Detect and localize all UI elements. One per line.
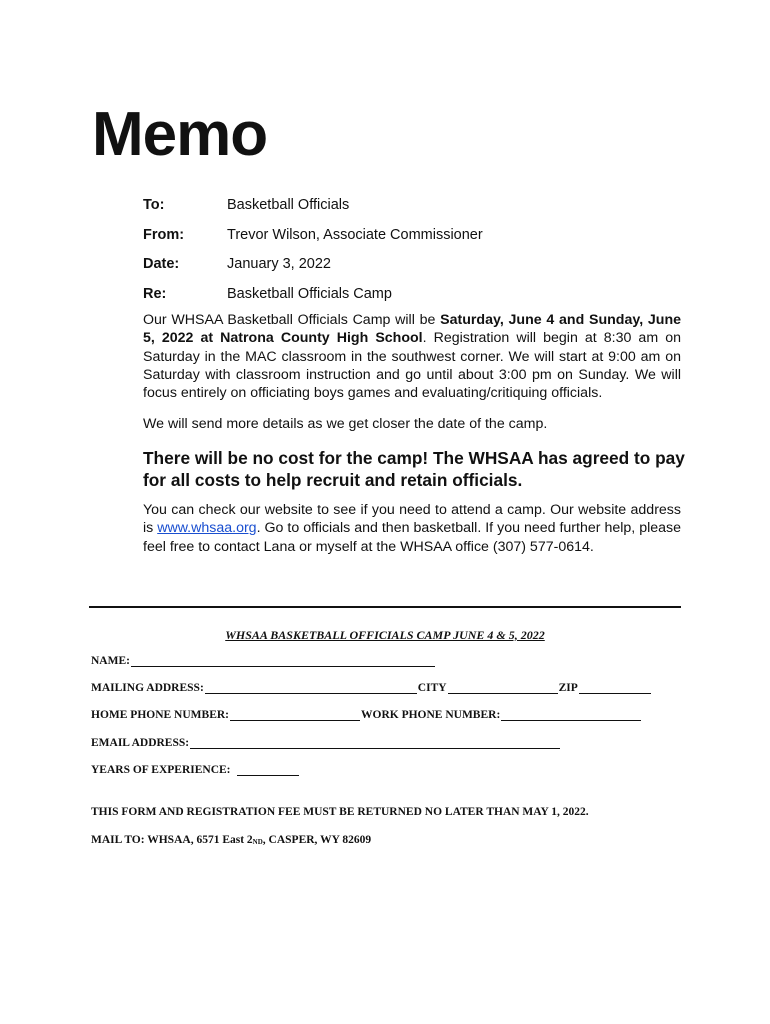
mail-to-text: MAIL TO: WHSAA, 6571 East 2 (91, 834, 253, 846)
re-label: Re: (143, 286, 167, 302)
re-value: Basketball Officials Camp (227, 286, 392, 302)
name-field[interactable] (131, 655, 435, 667)
to-value: Basketball Officials (227, 197, 350, 213)
to-label: To: (143, 197, 165, 213)
date-label: Date: (143, 256, 180, 272)
deadline-notice: THIS FORM AND REGISTRATION FEE MUST BE RETURNED NO LATER THAN MAY 1, 2022. (91, 806, 589, 818)
mail-to-line (91, 834, 371, 846)
experience-label: YEARS OF EXPERIENCE: (91, 764, 231, 776)
experience-line (91, 764, 300, 776)
camp-intro-text: Our WHSAA Basketball Officials Camp will be (143, 312, 441, 328)
no-cost-callout: There will be no cost for the camp! The WHSAA has agreed to pay for all costs to help recruit and retain officials. (143, 448, 685, 490)
zip-label: ZIP (558, 682, 578, 694)
website-paragraph (143, 501, 681, 556)
name-label: NAME: (91, 655, 130, 667)
mail-to-city: , CASPER, WY 82609 (262, 834, 372, 846)
home-phone-field[interactable] (230, 709, 360, 721)
email-line (91, 737, 561, 749)
from-value: Trevor Wilson, Associate Commissioner (227, 227, 483, 243)
website-after-text: . Go to officials and then basketball. If you need further help, please feel free to contact Lana or myself at the WHSAA office (307) 577-0614. (143, 520, 681, 555)
date-value: January 3, 2022 (227, 256, 331, 272)
camp-dates-location: Saturday, June 4 and Sunday, June 5, 2022 at Natrona County High School (143, 312, 681, 347)
from-label: From: (143, 227, 185, 243)
city-label: CITY (417, 682, 447, 694)
city-field[interactable] (448, 682, 558, 694)
camp-details-paragraph (143, 311, 681, 402)
zip-field[interactable] (579, 682, 651, 694)
mail-to-superscript: ND (252, 838, 263, 846)
name-line (91, 655, 436, 667)
mailing-address-label: MAILING ADDRESS: (91, 682, 204, 694)
divider-rule (89, 606, 681, 608)
mailing-address-field[interactable] (205, 682, 417, 694)
email-label: EMAIL ADDRESS: (91, 737, 190, 749)
home-phone-label: HOME PHONE NUMBER: (91, 709, 229, 721)
memo-title: Memo (92, 100, 268, 169)
experience-field[interactable] (237, 764, 299, 776)
website-intro-text: You can check our website to see if you need to attend a camp. Our website address is (143, 502, 681, 537)
form-title: WHSAA BASKETBALL OFFICIALS CAMP JUNE 4 & 5, 2022 (225, 628, 545, 642)
email-field[interactable] (190, 737, 560, 749)
work-phone-field[interactable] (501, 709, 641, 721)
details-note: We will send more details as we get closer the date of the camp. (143, 416, 548, 432)
mailing-address-line (91, 682, 652, 694)
phone-line (91, 709, 642, 721)
website-link[interactable]: www.whsaa.org (157, 520, 257, 537)
work-phone-label: WORK PHONE NUMBER: (361, 709, 501, 721)
camp-schedule-text: . Registration will begin at 8:30 am on Saturday in the MAC classroom in the southwest corner. We will start at 9:00 am on Saturday with classroom instruction and go until about 3:00 pm on Sunday. We will focus entirely on officiating boys games and evaluating/critiquing officials. (143, 330, 681, 402)
